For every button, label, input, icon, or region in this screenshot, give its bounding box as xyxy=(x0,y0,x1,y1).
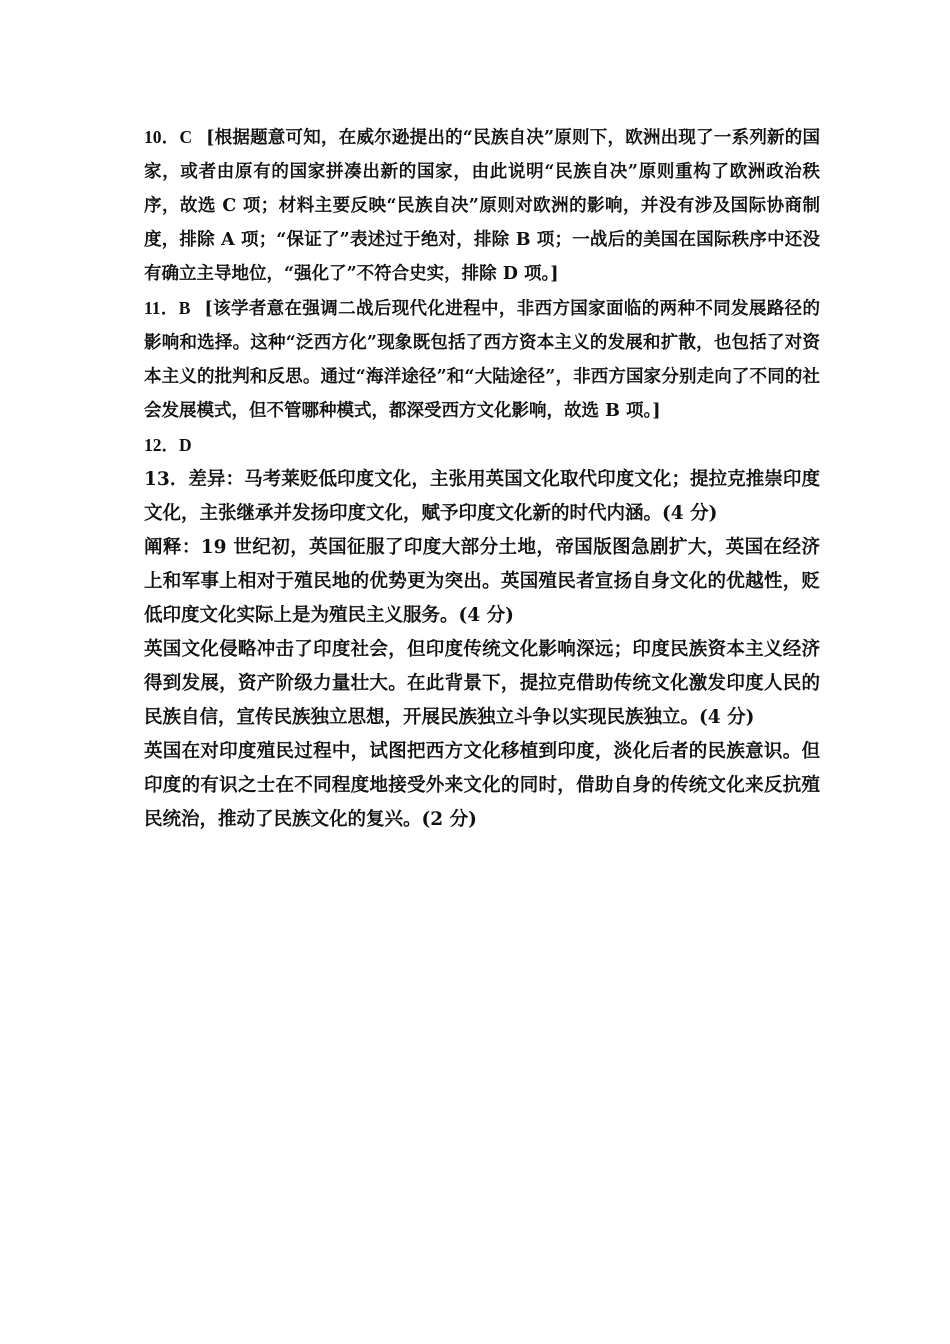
answer-sheet xyxy=(144,120,820,837)
answer-13-background: 英国文化侵略冲击了印度社会，但印度传统文化影响深远；印度民族资本主义经济得到发展，资产阶级力量壮大。在此背景下，提拉克借助传统文化激发印度人民的民族自信，宣传民族独立思想，开展民族独立斗争以实现民族独立。(4 分) xyxy=(144,639,820,728)
answer-13-explanation: 阐释：19 世纪初，英国征服了印度大部分土地，帝国版图急剧扩大，英国在经济上和军事上相对于殖民地的优势更为突出。英国殖民者宣扬自身文化的优越性，贬低印度文化实际上是为殖民主义服务。(4 分) xyxy=(144,537,820,626)
question-number: 12． xyxy=(144,435,179,455)
answer-10 xyxy=(144,120,820,291)
answer-explanation: [该学者意在强调二战后现代化进程中，非西方国家面临的两种不同发展路径的影响和选择。这种“泛西方化”现象既包括了西方资本主义的发展和扩散，也包括了对资本主义的批判和反思。通过“海洋途径”和“大陆途径”，非西方国家分别走向了不同的社会发展模式，但不管哪种模式，都深受西方文化影响，故选 B 项。] xyxy=(144,299,820,421)
answer-choice: D xyxy=(179,435,192,455)
answer-explanation: [根据题意可知，在威尔逊提出的“民族自决”原则下，欧洲出现了一系列新的国家，或者由原有的国家拼凑出新的国家，由此说明“民族自决”原则重构了欧洲政治秩序，故选 C 项；材料主要反映“民族自决”原则对欧洲的影响，并没有涉及国际协商制度，排除 A 项；“保证了”表述过于绝对，排除 B 项；一战后的美国在国际秩序中还没有确立主导地位，“强化了”不符合史实，排除 D 项。] xyxy=(144,128,821,284)
answer-choice: C xyxy=(179,127,193,147)
question-number: 11． xyxy=(144,298,179,318)
answer-11 xyxy=(144,291,820,428)
answer-12 xyxy=(144,428,820,463)
answer-13-difference: 13．差异：马考莱贬低印度文化，主张用英国文化取代印度文化；提拉克推崇印度文化，主张继承并发扬印度文化，赋予印度文化新的时代内涵。(4 分) xyxy=(144,469,820,524)
answer-choice: B xyxy=(178,298,191,318)
answer-13 xyxy=(144,463,820,837)
answer-13-conclusion: 英国在对印度殖民过程中，试图把西方文化移植到印度，淡化后者的民族意识。但印度的有识之士在不同程度地接受外来文化的同时，借助自身的传统文化来反抗殖民统治，推动了民族文化的复兴。(2 分) xyxy=(144,741,820,830)
question-number: 10． xyxy=(144,127,180,147)
